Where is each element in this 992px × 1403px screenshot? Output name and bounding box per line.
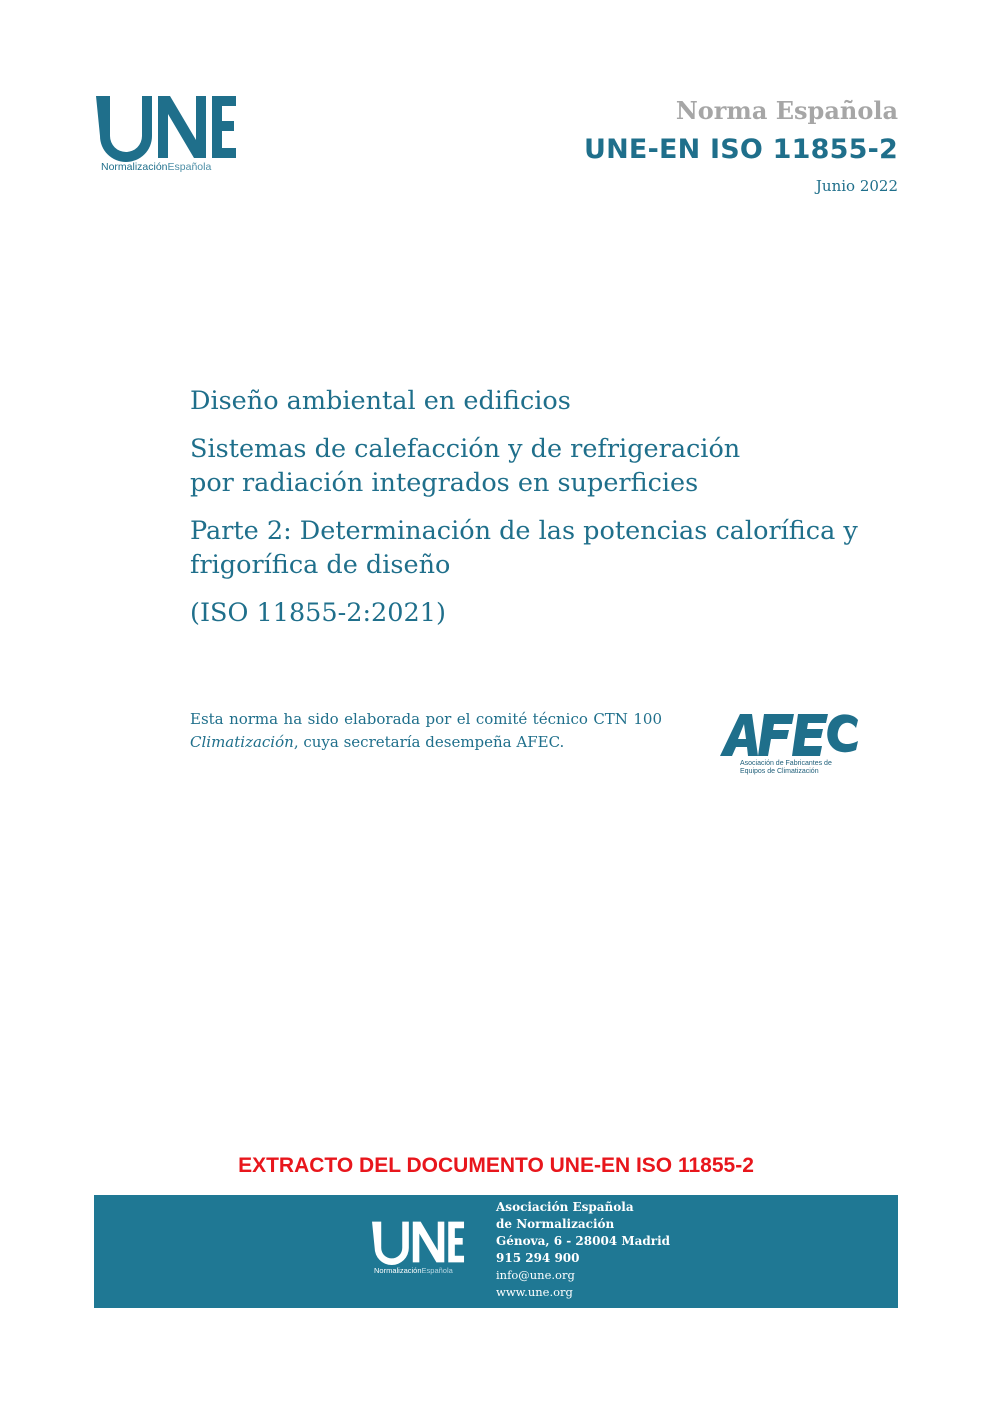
- afec-logo-mark: [718, 708, 863, 760]
- footer-tagline-part-2: Española: [421, 1266, 453, 1275]
- title-main: Diseño ambiental en edificios: [190, 386, 571, 416]
- footer-address-block: [496, 1199, 670, 1301]
- tagline-part-1: Normalización: [101, 161, 168, 173]
- norma-label: Norma Española: [675, 96, 898, 125]
- committee-text-after: , cuya secretaría desempeña AFEC.: [293, 733, 565, 751]
- une-logo-mark: [94, 92, 244, 162]
- footer-tagline-part-1: Normalización: [374, 1266, 422, 1275]
- title-iso-reference: (ISO 11855-2:2021): [190, 598, 446, 628]
- committee-name: Climatización: [190, 733, 294, 751]
- footer-org-line-2: de Normalización: [496, 1217, 615, 1231]
- footer-address: Génova, 6 - 28004 Madrid: [496, 1234, 671, 1248]
- footer-band: [94, 1195, 898, 1308]
- footer-web-link[interactable]: www.une.org: [496, 1285, 573, 1299]
- title-subject: Sistemas de calefacción y de refrigeración por radiación integrados en superficies: [190, 434, 741, 498]
- title-block: [190, 384, 890, 644]
- committee-text-before: Esta norma ha sido elaborada por el comité técnico CTN 100: [190, 710, 662, 728]
- standard-code: UNE-EN ISO 11855-2: [584, 134, 898, 165]
- footer-email-link[interactable]: info@une.org: [496, 1268, 575, 1282]
- committee-note: [190, 708, 662, 754]
- footer-phone: 915 294 900: [496, 1251, 580, 1265]
- publication-date: Junio 2022: [815, 177, 898, 195]
- title-part: Parte 2: Determinación de las potencias calorífica y frigorífica de diseño: [190, 516, 858, 580]
- footer-org-line-1: Asociación Española: [496, 1200, 634, 1214]
- footer-tagline: [374, 1266, 453, 1275]
- afec-subtitle: Asociación de Fabricantes de Equipos de Climatización: [740, 760, 832, 775]
- extract-notice: EXTRACTO DEL DOCUMENTO UNE-EN ISO 11855-2: [238, 1154, 754, 1177]
- footer-une-logo-mark: [370, 1219, 470, 1265]
- une-tagline: [101, 161, 211, 173]
- tagline-part-2: Española: [167, 161, 212, 173]
